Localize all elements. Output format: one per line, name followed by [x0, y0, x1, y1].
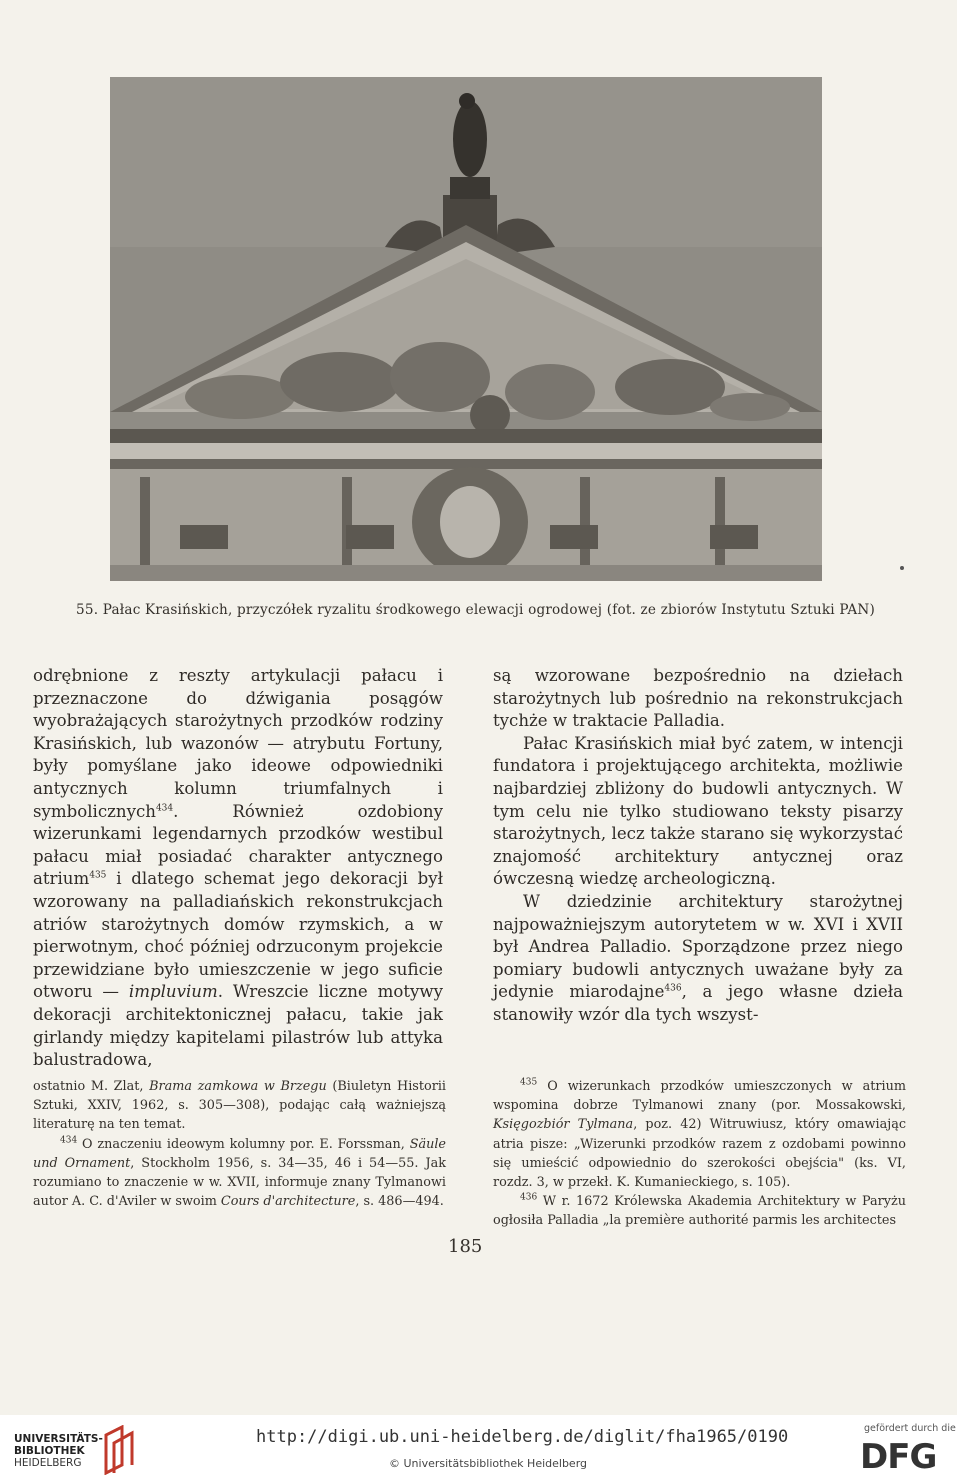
italic-title: Księgozbiór Tylmana [493, 1117, 634, 1133]
figure-caption: 55. Pałac Krasińskich, przyczółek ryzalitu środkowego elewacji ogrodowej (fot. ze zbiorów Instytutu Sztuki PAN) [76, 602, 876, 618]
left-paragraph [33, 665, 443, 1072]
viewer-footer [0, 1415, 957, 1482]
left-text-column [33, 665, 443, 1072]
italic-term: impluvium [128, 982, 218, 1002]
library-line: HEIDELBERG [14, 1457, 82, 1469]
funding-note: gefördert durch die [864, 1423, 956, 1434]
footnote-435 [493, 1077, 906, 1192]
footnote-436 [493, 1192, 906, 1230]
footnote-ref-434: 434 [155, 803, 174, 814]
italic-title: Säule und Ornament [33, 1136, 446, 1171]
italic-title: Cours d'architecture [220, 1194, 356, 1210]
right-paragraph-1: są wzorowane bezpośrednio na dziełach starożytnych lub pośrednio na rekonstrukcjach tychże w traktacie Palladia. [493, 666, 903, 731]
text-run: W dziedzinie architektury starożytnej najpoważniejszym autorytetem w w. XVI i XVII był Andrea Palladio. Sporządzone przez niego pomiary budowli antycznych uważane były za jedynie miarodajne [493, 891, 903, 1002]
left-footnotes [33, 1077, 446, 1211]
italic-title: Brama zamkowa w Brzegu [149, 1079, 327, 1094]
permalink-url[interactable]: http://digi.ub.uni-heidelberg.de/diglit/fha1965/0190 [256, 1427, 789, 1447]
copyright-notice: © Universitätsbibliothek Heidelberg [389, 1457, 588, 1470]
library-line: BIBLIOTHEK [14, 1445, 85, 1457]
text-run: , poz. 42) Witruwiusz, który omawiając atria pisze: „Wizerunki przodków razem z ozdobami powinno się umieścić odpowiednio do szerokości obejścia" (ks. VI, rozdz. 3, w przekł. K. Kumanieckiego, s. 105). [493, 1117, 906, 1191]
text-run: . Wreszcie liczne motywy dekoracji architektonicznej pałacu, takie jak girlandy między kapitelami pilastrów lub attyka balustradowa, [33, 982, 443, 1070]
right-text-column [493, 665, 903, 1027]
right-paragraph-2: Pałac Krasińskich miał być zatem, w intencji fundatora i projektującego architekta, możliwie najbardziej zbliżony do budowli antycznych. W tym celu nie tylko studiowano teksty pisarzy starożytnych, lecz także starano się wykorzystać znajomość architektury antycznej oraz ówczesną wiedzę archeologiczną. [493, 733, 903, 889]
library-line: UNIVERSITÄTS- [14, 1433, 103, 1445]
footnote-number: 434 [60, 1135, 78, 1146]
text-run: O znaczeniu ideowym kolumny por. E. Forssman, [77, 1136, 410, 1152]
dfg-logo[interactable]: DFG [860, 1437, 937, 1477]
text-run: (Biuletyn Historii Sztuki, XXIV, 1962, s. 305—308), podając całą ważniejszą literaturę na ten temat. [33, 1079, 447, 1133]
footnote-ref-436: 436 [664, 983, 682, 994]
text-run: i dlatego schemat jego dekoracji był wzorowany na palladiańskich rekonstrukcjach atriów starożytnych domów rzymskich, a w pierwotnym, choć później odrzuconym projekcie przewidziane było umieszczenie w jego suficie otworu — [33, 869, 443, 1002]
library-name[interactable] [14, 1433, 103, 1469]
text-run: , s. 486—494. [355, 1194, 444, 1210]
scan-speck [900, 566, 904, 570]
page-number: 185 [448, 1236, 483, 1257]
text-run: ostatnio M. Zlat, [33, 1079, 150, 1094]
pediment-photograph [110, 77, 822, 581]
right-footnotes [493, 1077, 906, 1231]
text-run: , Stockholm 1956, s. 34—35, 46 i 54—55. Jak rozumiano to znaczenie w w. XVII, informuje znany Tylmanowi autor A. C. d'Aviler w swoim [33, 1155, 446, 1210]
footnote-continuation [33, 1077, 446, 1135]
text-run: W r. 1672 Królewska Akademia Architektury w Paryżu ogłosiła Palladia „la première authorité parmis les architectes [493, 1194, 906, 1229]
footnote-434 [33, 1135, 446, 1212]
text-run: , a jego własne dzieła stanowiły wzór dla tych wszyst- [493, 982, 904, 1024]
footnote-ref-435: 435 [89, 870, 107, 881]
text-run: O wizerunkach przodków umieszczonych w atrium wspomina dobrze Tylmanowi znany (por. Mossakowski, [493, 1079, 906, 1114]
right-paragraph-3 [493, 891, 903, 1027]
footnote-number: 435 [520, 1077, 538, 1088]
text-run: . Również ozdobiony wizerunkami legendarnych przodków westibul pałacu miał posiadać charakter antycznego atrium [33, 801, 443, 889]
text-run: odrębnione z reszty artykulacji pałacu i przeznaczone do dźwigania posągów wyobrażających starożytnych przodków rodziny Krasińskich, lub wazonów — atrybutu Fortuny, były pomyślane jako ideowe odpowiedniki antycznych kolumn triumfalnych i symbolicznych [33, 666, 443, 821]
library-logo-icon[interactable] [102, 1425, 136, 1475]
footnote-number: 436 [520, 1192, 538, 1203]
